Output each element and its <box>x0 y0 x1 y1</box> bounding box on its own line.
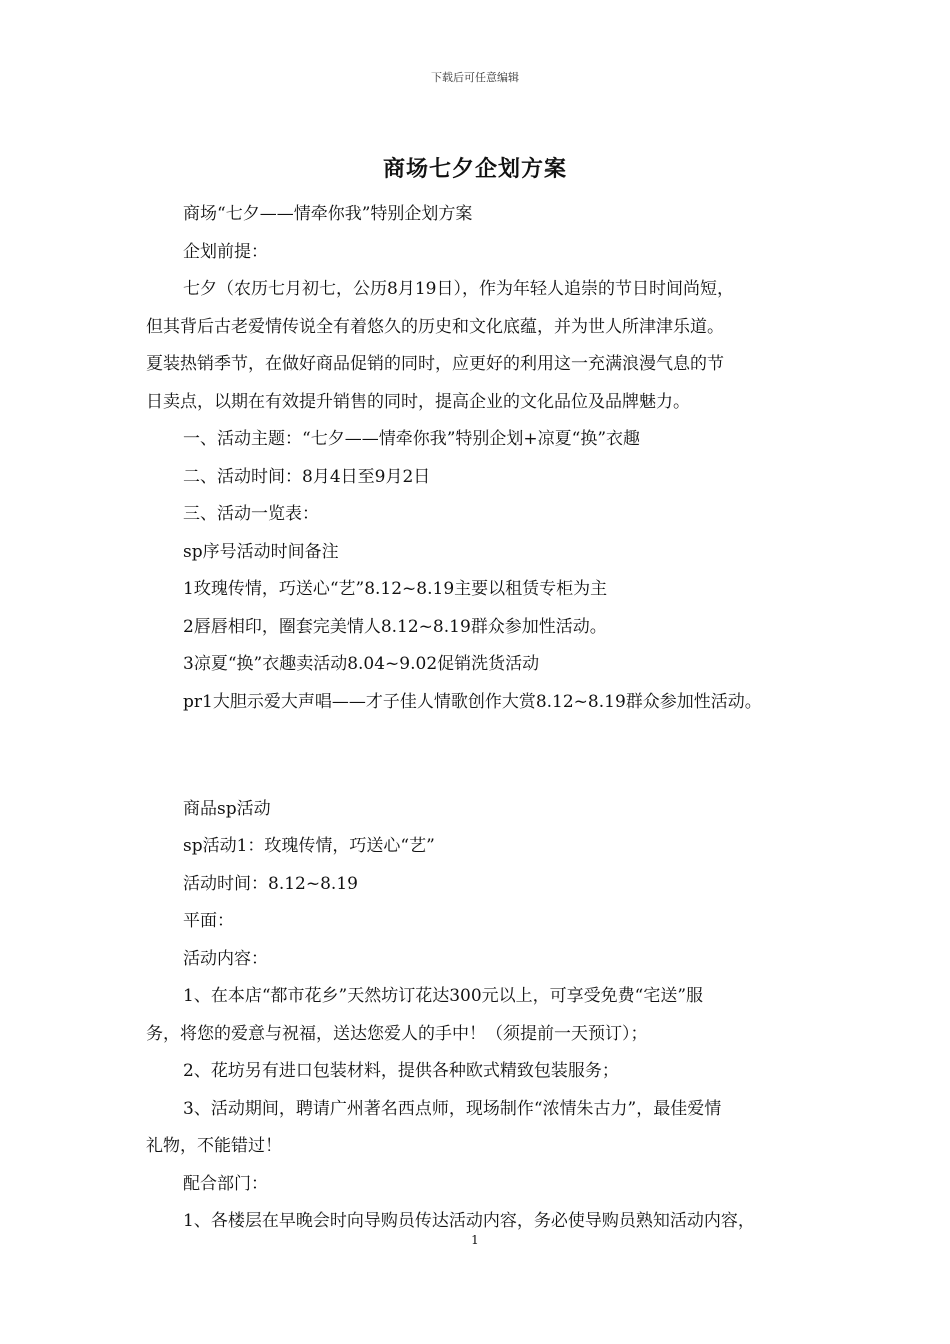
paragraph: 1、在本店“都市花乡”天然坊订花达300元以上，可享受免费“宅送”服 <box>183 986 704 1006</box>
paragraph: 活动内容： <box>183 948 268 969</box>
paragraph: 礼物，不能错过！ <box>146 1136 282 1156</box>
paragraph: 企划前提： <box>183 241 268 262</box>
paragraph: sp序号活动时间备注 <box>183 541 339 562</box>
paragraph: 平面： <box>183 911 234 931</box>
document-title: 商场七夕企划方案 <box>382 156 567 182</box>
paragraph: 日卖点，以期在有效提升销售的同时，提高企业的文化品位及品牌魅力。 <box>146 391 690 412</box>
paragraph: 2唇唇相印，圈套完美情人8.12~8.19群众参加性活动。 <box>183 616 607 637</box>
paragraph: sp活动1：玫瑰传情，巧送心“艺” <box>183 836 435 856</box>
paragraph: pr1大胆示爱大声唱——才子佳人情歌创作大赏8.12~8.19群众参加性活动。 <box>183 691 762 712</box>
paragraph: 三、活动一览表： <box>183 504 319 524</box>
paragraph: 但其背后古老爱情传说全有着悠久的历史和文化底蕴，并为世人所津津乐道。 <box>146 316 724 337</box>
page-header: 下载后可任意编辑 <box>431 71 519 84</box>
paragraph: 3凉夏“换”衣趣卖活动8.04~9.02促销洗货活动 <box>183 654 540 674</box>
paragraph: 2、花坊另有进口包装材料，提供各种欧式精致包装服务； <box>183 1061 619 1081</box>
document-body <box>146 196 826 1241</box>
paragraph: 二、活动时间：8月4日至9月2日 <box>183 466 431 487</box>
paragraph: 七夕（农历七月初七，公历8月19日），作为年轻人追崇的节日时间尚短， <box>183 279 734 299</box>
paragraph: 1玫瑰传情，巧送心“艺”8.12~8.19主要以租赁专柜为主 <box>183 579 608 599</box>
paragraph: 夏装热销季节，在做好商品促销的同时，应更好的利用这一充满浪漫气息的节 <box>146 354 724 374</box>
paragraph: 3、活动期间，聘请广州著名西点师，现场制作“浓情朱古力”，最佳爱情 <box>183 1098 722 1119</box>
blank-line <box>146 737 826 775</box>
paragraph: 务，将您的爱意与祝福，送达您爱人的手中！（须提前一天预订）； <box>146 1023 648 1044</box>
paragraph: 1、各楼层在早晚会时向导购员传达活动内容，务必使导购员熟知活动内容， <box>183 1211 755 1231</box>
paragraph: 配合部门： <box>183 1173 268 1194</box>
paragraph: 一、活动主题：“七夕——情牵你我”特别企划+凉夏“换”衣趣 <box>183 429 641 449</box>
paragraph: 商品sp活动 <box>183 798 271 819</box>
paragraph: 活动时间：8.12~8.19 <box>183 873 358 894</box>
paragraph: 商场“七夕——情牵你我”特别企划方案 <box>183 204 473 224</box>
page-number: 1 <box>471 1233 479 1247</box>
